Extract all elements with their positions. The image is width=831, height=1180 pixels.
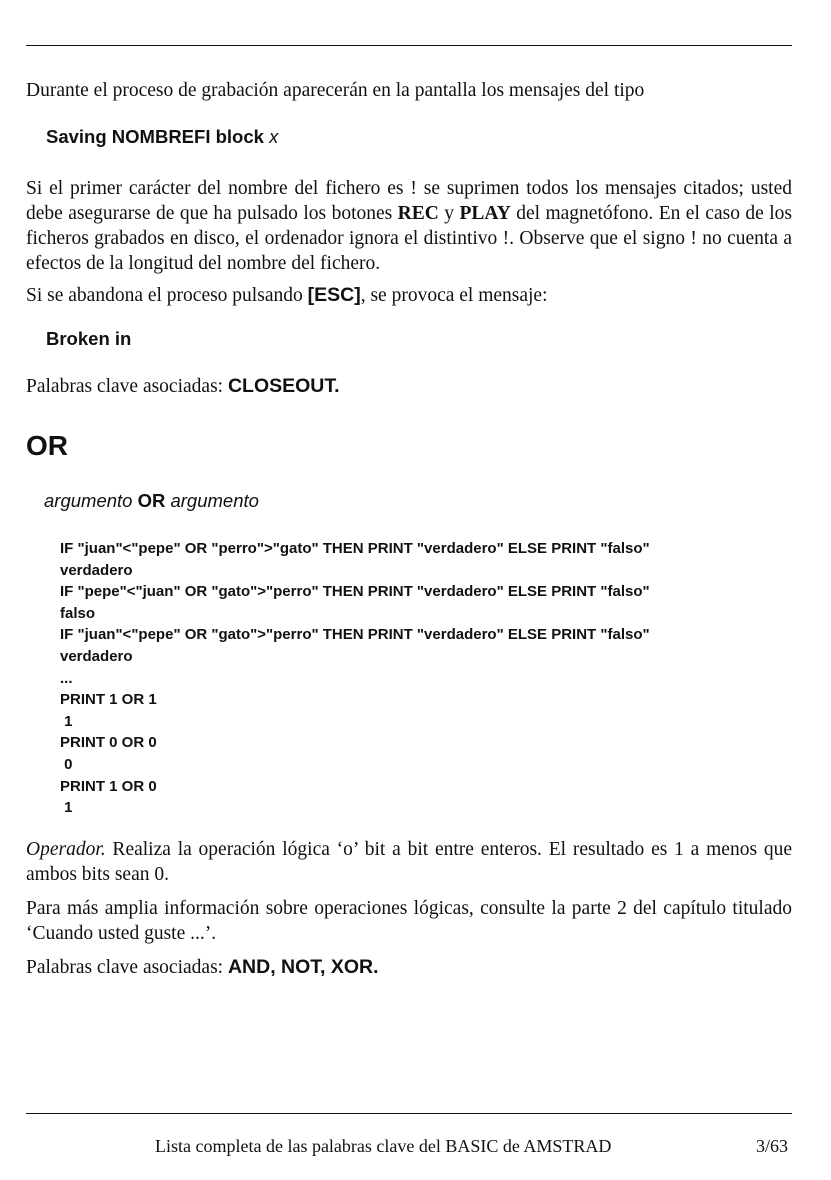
- esc-paragraph: [26, 283, 792, 308]
- assoc-label: Palabras clave asociadas:: [26, 376, 228, 397]
- code-line: 0: [60, 755, 73, 773]
- associated-keywords-or: [26, 955, 792, 980]
- or-assoc-label: Palabras clave asociadas:: [26, 957, 228, 978]
- esc-key: [ESC]: [307, 284, 361, 306]
- ellipsis: ...: [190, 923, 205, 944]
- more-info-text: Para más amplia información sobre operaciones lógicas, consulte la parte 2 del capítulo titulado ‘Cuando usted guste: [26, 898, 792, 944]
- play-button-text: PLAY: [459, 203, 511, 224]
- syntax-arg-1: argumento: [44, 490, 133, 511]
- broken-in-message: Broken in: [46, 328, 132, 349]
- code-line: verdadero: [60, 647, 133, 665]
- syntax-arg-2: argumento: [170, 490, 259, 511]
- code-line: IF "juan"<"pepe" OR "gato">"perro" THEN PRINT "verdadero" ELSE PRINT "falso": [60, 626, 650, 644]
- or-assoc-keywords: AND, NOT, XOR.: [227, 956, 379, 978]
- or-code-example: [60, 538, 650, 819]
- saving-message-text: Saving NOMBREFI block: [46, 126, 264, 147]
- saving-message-variable: x: [269, 126, 279, 147]
- code-line: IF "pepe"<"juan" OR "gato">"perro" THEN PRINT "verdadero" ELSE PRINT "falso": [60, 583, 650, 601]
- silent-text-y: y: [438, 203, 460, 224]
- code-line: PRINT 0 OR 0: [60, 734, 157, 752]
- bottom-rule: [26, 1113, 792, 1114]
- saving-message-example: [46, 126, 278, 148]
- associated-keywords-closeout: [26, 374, 792, 399]
- assoc-keywords: CLOSEOUT.: [227, 375, 340, 397]
- code-line: ...: [60, 669, 73, 687]
- intro-paragraph: [26, 78, 792, 103]
- code-line: verdadero: [60, 561, 133, 579]
- code-line: PRINT 1 OR 1: [60, 691, 157, 709]
- footer-title: Lista completa de las palabras clave del BASIC de AMSTRAD: [155, 1136, 612, 1156]
- syntax-keyword: OR: [137, 490, 166, 511]
- silent-text-2: del magnetófono. En el caso de los ficheros grabados en disco, el ordenador ignora el distintivo !. Observe que el signo ! no cuenta a efectos de la longitud del nombre del fichero.: [26, 203, 793, 274]
- silent-text-1: Si el primer carácter del nombre del fichero es ! se suprimen todos los mensajes citados; usted debe asegurarse de que ha pulsado los botones: [26, 178, 792, 224]
- intro-text: Durante el proceso de grabación aparecerán en la pantalla los mensajes del tipo: [26, 80, 645, 101]
- code-line: PRINT 1 OR 0: [60, 777, 157, 795]
- page-number: 3/63: [755, 1136, 788, 1156]
- silent-paragraph: [26, 176, 792, 276]
- description-label: Operador.: [26, 839, 106, 860]
- or-heading: OR: [26, 430, 68, 461]
- code-line: 1: [60, 712, 73, 730]
- code-line: 1: [60, 799, 73, 817]
- code-line: IF "juan"<"pepe" OR "perro">"gato" THEN PRINT "verdadero" ELSE PRINT "falso": [60, 540, 650, 557]
- more-info-end: ’.: [204, 923, 217, 944]
- or-description: [26, 837, 792, 887]
- esc-text-2: , se provoca el mensaje:: [360, 285, 548, 306]
- or-syntax: [44, 490, 259, 512]
- esc-text: Si se abandona el proceso pulsando: [26, 285, 308, 306]
- top-rule: [26, 45, 792, 46]
- code-line: falso: [60, 604, 96, 622]
- description-text: Realiza la operación lógica ‘o’ bit a bit entre enteros. El resultado es 1 a menos que ambos bits sean 0.: [26, 839, 792, 885]
- more-info-paragraph: [26, 896, 792, 946]
- rec-button-text: REC: [397, 203, 439, 224]
